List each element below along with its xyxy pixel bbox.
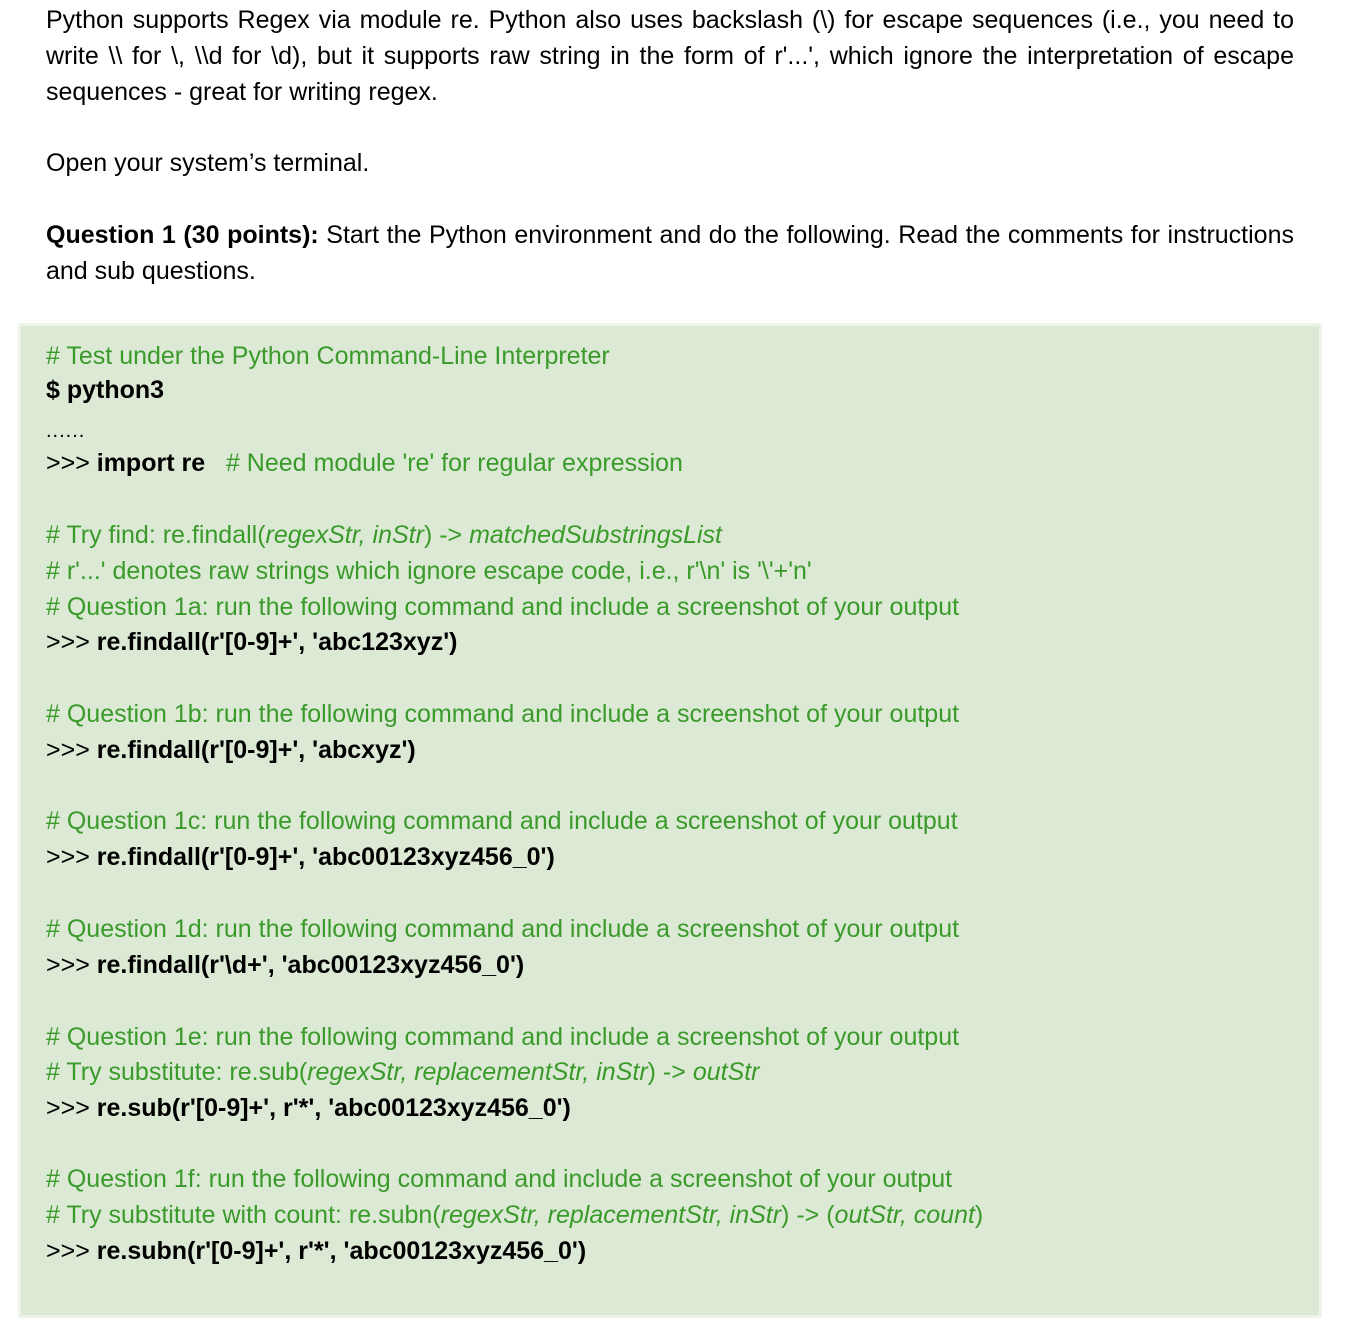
- dots: ......: [46, 420, 86, 442]
- sub-comment: # Try substitute: re.sub(regexStr, replacementStr, inStr) -> outStr: [46, 1058, 760, 1086]
- subn-comment: # Try substitute with count: re.subn(regexStr, replacementStr, inStr) -> (outStr, count): [46, 1201, 984, 1229]
- import-command: import re: [96, 449, 206, 477]
- intro-paragraph: Python supports Regex via module re. Python also uses backslash (\) for escape sequences (i.e., you need to write \\ for \, \\d for \d), but it supports raw string in the form of r'...', which ignore the interpretation of escape sequences - great for writing regex.: [46, 6, 1294, 106]
- question-1f-comment: # Question 1f: run the following command and include a screenshot of your output: [46, 1165, 953, 1193]
- question-1f-command: >>> re.subn(r'[0-9]+', r'*', 'abc00123xyz456_0'): [46, 1237, 587, 1265]
- terminal-instruction: Open your system’s terminal.: [46, 149, 370, 177]
- prompt: >>>: [46, 449, 97, 477]
- ellipsis-output: [46, 412, 85, 448]
- question-1e-comment: # Question 1e: run the following command and include a screenshot of your output: [46, 1023, 960, 1051]
- comment-test-interpreter: # Test under the Python Command-Line Interpreter: [46, 342, 610, 370]
- question-1d-command: >>> re.findall(r'\d+', 'abc00123xyz456_0'): [46, 951, 525, 979]
- question-1b-command: >>> re.findall(r'[0-9]+', 'abcxyz'): [46, 736, 416, 764]
- shell-command: $ python3: [46, 376, 165, 404]
- question-1-heading: Question 1 (30 points):: [46, 221, 319, 249]
- raw-string-comment: # r'...' denotes raw strings which ignore escape code, i.e., r'\n' is '\'+'n': [46, 557, 812, 585]
- import-line: [46, 446, 683, 480]
- question-1-text: Start the Python environment and do the following. Read the comments for instructions and sub questions.: [46, 221, 1294, 285]
- question-1b-comment: # Question 1b: run the following command and include a screenshot of your output: [46, 700, 960, 728]
- question-1c-comment: # Question 1c: run the following command and include a screenshot of your output: [46, 807, 958, 835]
- question-1a-command: >>> re.findall(r'[0-9]+', 'abc123xyz'): [46, 628, 458, 656]
- findall-comment: # Try find: re.findall(regexStr, inStr) -> matchedSubstringsList: [46, 521, 722, 549]
- import-comment: # Need module 're' for regular expression: [225, 449, 683, 477]
- question-1a-comment: # Question 1a: run the following command and include a screenshot of your output: [46, 593, 960, 621]
- question-1d-comment: # Question 1d: run the following command and include a screenshot of your output: [46, 915, 960, 943]
- question-1-paragraph: [46, 217, 1294, 289]
- question-1c-command: >>> re.findall(r'[0-9]+', 'abc00123xyz456_0'): [46, 843, 555, 871]
- question-1e-command: >>> re.sub(r'[0-9]+', r'*', 'abc00123xyz456_0'): [46, 1094, 571, 1122]
